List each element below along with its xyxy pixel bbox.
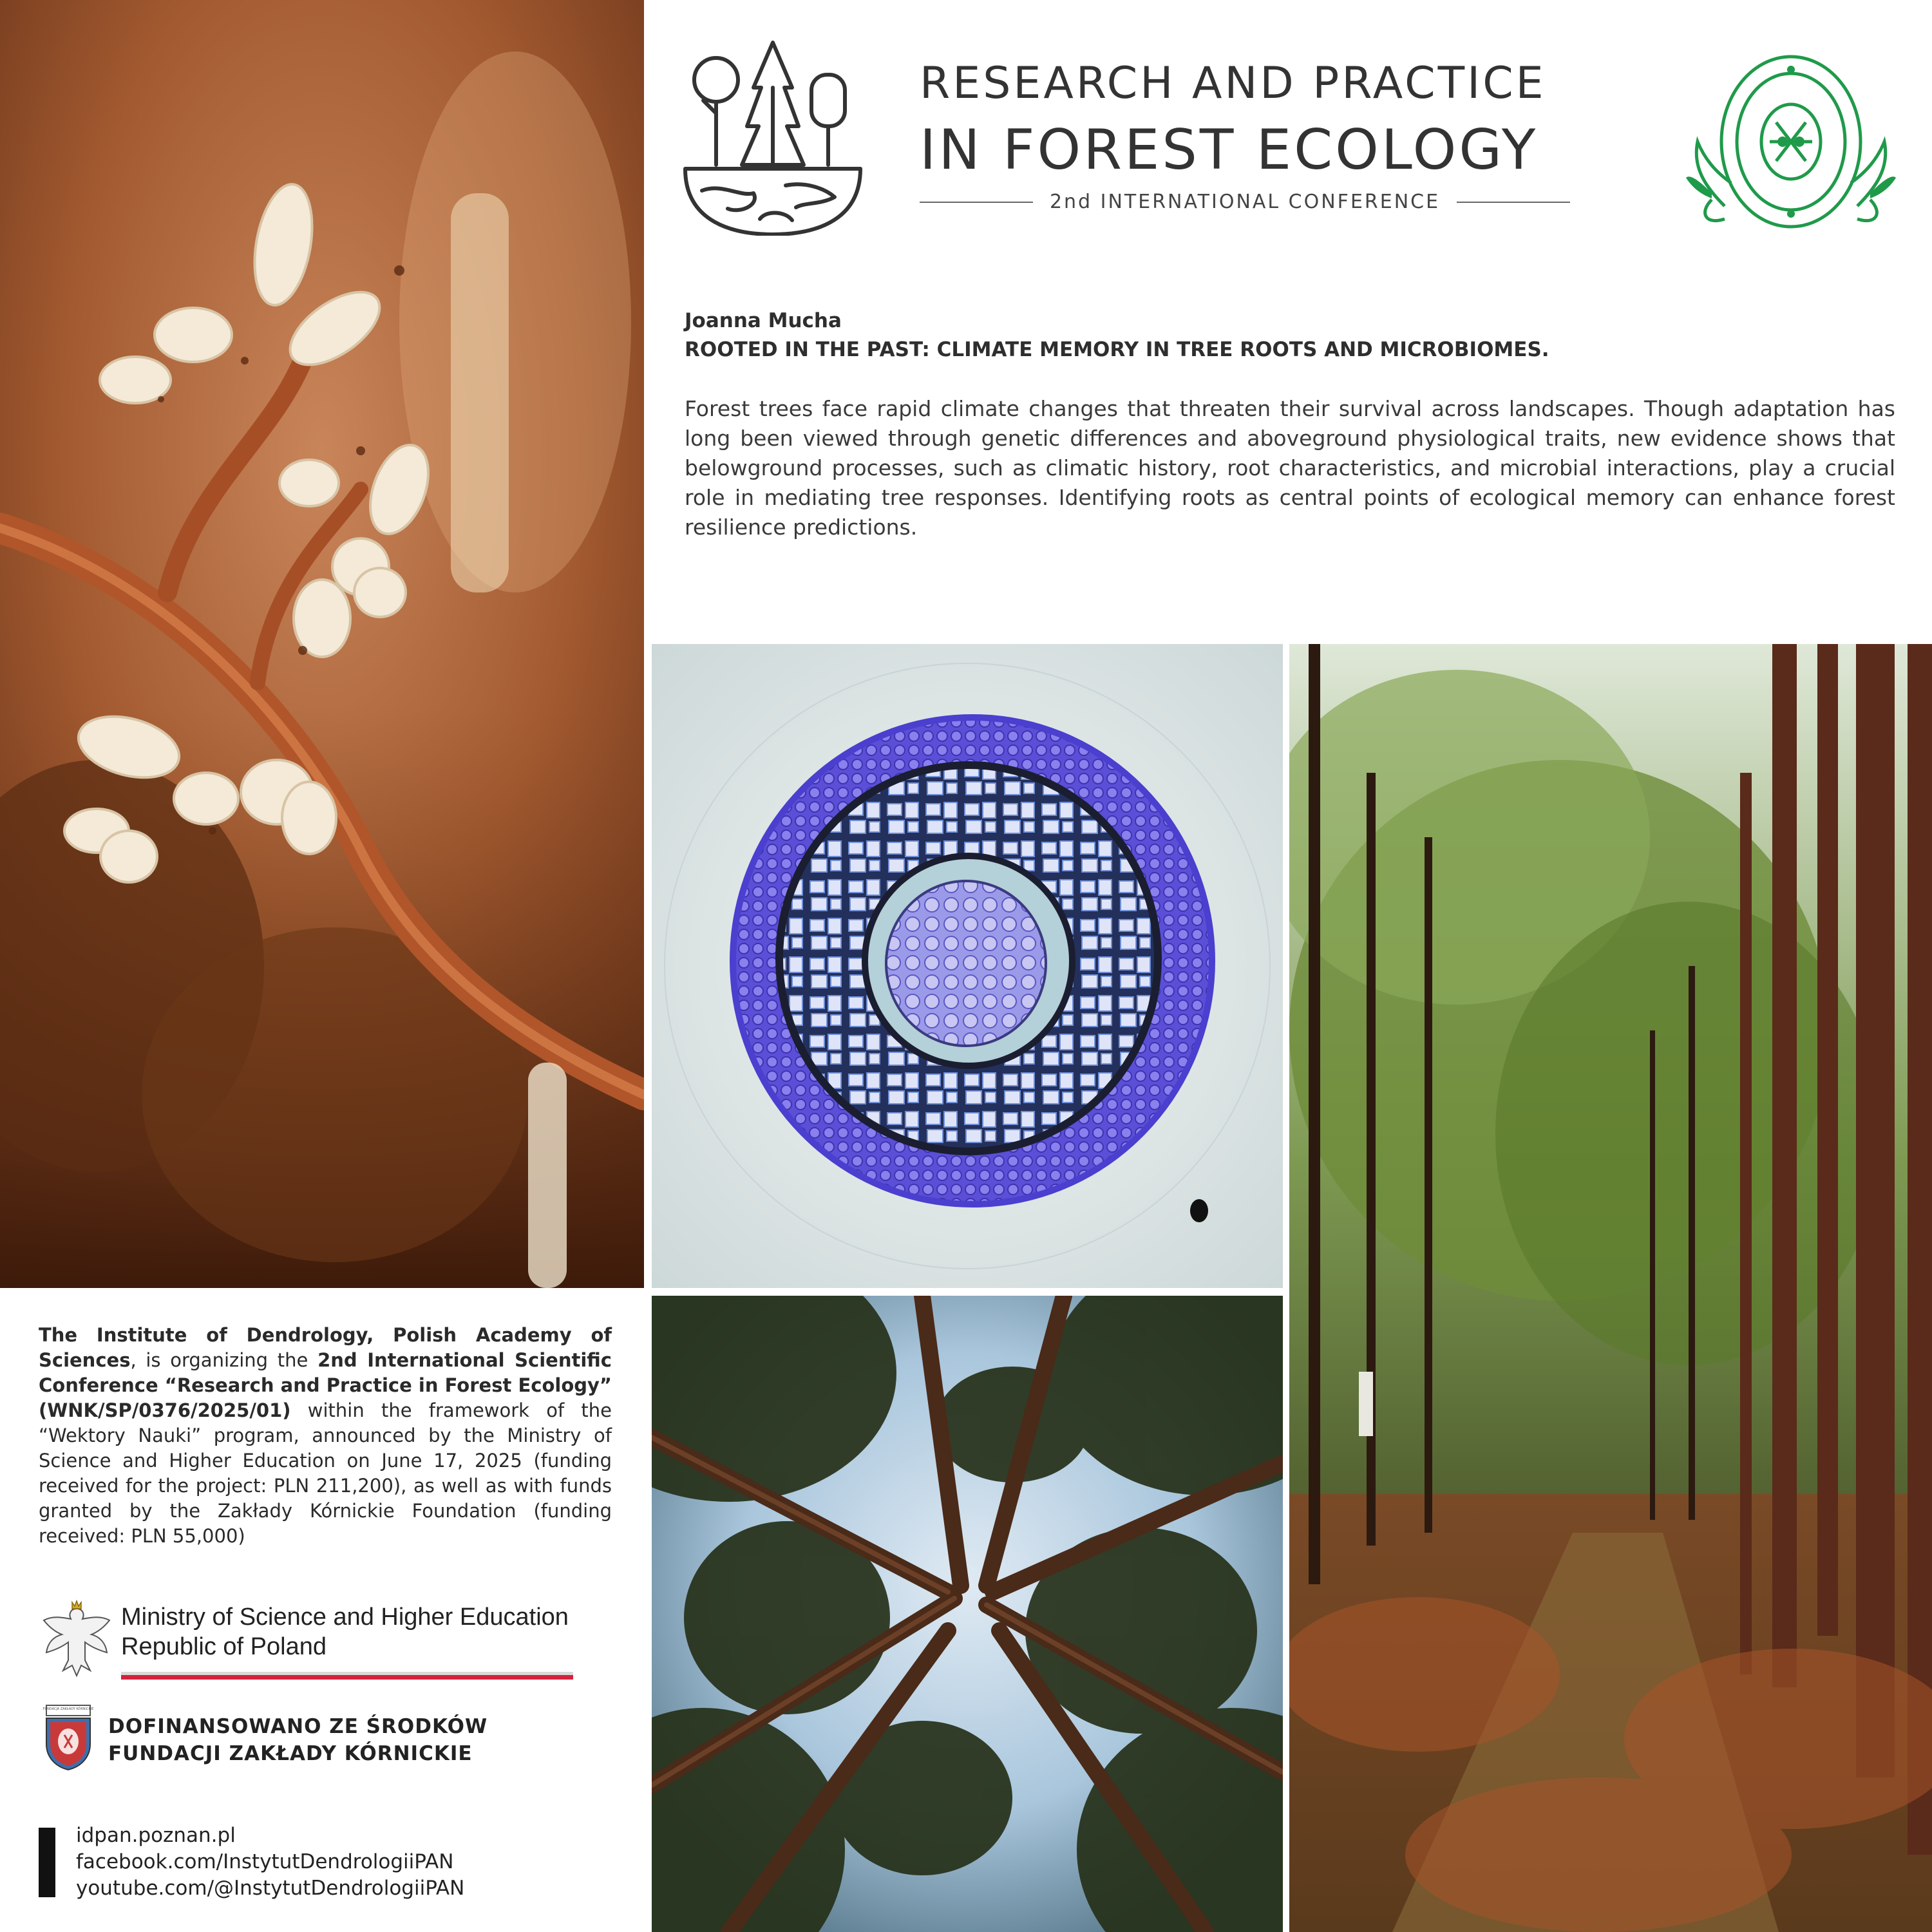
info-text-funding: within the framework of the “Wektory Nauki” program, announced by the Ministry of Science and Higher Education on June 17, 2025 (funding received for the project: PLN 211,200), as well as with funds granted by the Zakłady Kórnickie Foundation (funding received: PLN 55,000) [39, 1399, 612, 1547]
foundation-logo [41, 1704, 492, 1775]
flag-red-stripe [121, 1675, 573, 1680]
tree-canopy-photo [652, 1296, 1283, 1932]
conference-subtitle-text: 2nd INTERNATIONAL CONFERENCE [1049, 191, 1441, 213]
links-list [76, 1823, 464, 1902]
ministry-logo [39, 1598, 580, 1682]
facebook-link[interactable]: facebook.com/InstytutDendrologiiPAN [76, 1850, 454, 1873]
author-name: Joanna Mucha [685, 309, 842, 332]
ministry-name [121, 1602, 569, 1662]
info-text-part: , is organizing the [130, 1349, 318, 1371]
talk-title: ROOTED IN THE PAST: CLIMATE MEMORY IN TREE ROOTS AND MICROBIOMES. [685, 338, 1549, 361]
conference-subtitle [920, 191, 1570, 213]
conference-title [920, 58, 1577, 182]
conference-title-line2: IN FOREST ECOLOGY [920, 118, 1539, 182]
polish-flag-bar [121, 1672, 573, 1680]
ministry-line2: Republic of Poland [121, 1633, 327, 1660]
institute-seal-logo [1686, 45, 1896, 238]
subtitle-rule-right [1457, 202, 1570, 203]
foundation-emblem-icon [41, 1704, 95, 1771]
talk-abstract: Forest trees face rapid climate changes that threaten their survival across landscapes. Though adaptation has long been viewed through genetic differences and aboveground physiological traits, new evidence shows that belowground processes, such as climatic history, root characteristics, and microbial interactions, play a crucial role in mediating tree responses. Identifying roots as central points of ecological memory can enhance forest resilience predictions. [685, 396, 1895, 540]
forest-path-photo [1289, 644, 1932, 1932]
conference-reference: 2nd International Scientific Conference “Research and Practice in Forest Ecology” (WNK/SP/0376/2025/01) [39, 1349, 612, 1421]
youtube-link[interactable]: youtube.com/@InstytutDendrologiiPAN [76, 1877, 465, 1900]
foundation-line2: FUNDACJI ZAKŁADY KÓRNICKIE [108, 1742, 473, 1765]
organizer-info-text [39, 1323, 612, 1549]
website-link[interactable]: idpan.poznan.pl [76, 1824, 236, 1847]
ministry-line1: Ministry of Science and Higher Education [121, 1604, 569, 1631]
links-accent-bar [39, 1828, 55, 1897]
foundation-line1: DOFINANSOWANO ZE ŚRODKÓW [108, 1715, 488, 1738]
polish-eagle-icon [39, 1598, 115, 1681]
conference-logo [683, 36, 863, 236]
subtitle-rule-left [920, 202, 1033, 203]
root-cross-section-micrograph [652, 644, 1283, 1288]
foundation-emblem-caption: FUNDACJA ZAKŁADY KÓRNICKIE [43, 1707, 94, 1711]
foundation-text [108, 1713, 488, 1767]
organizer-name: The Institute of Dendrology, Polish Academy of Sciences [39, 1324, 612, 1371]
root-tips-photo [0, 0, 644, 1288]
conference-title-line1: RESEARCH AND PRACTICE [920, 58, 1546, 109]
